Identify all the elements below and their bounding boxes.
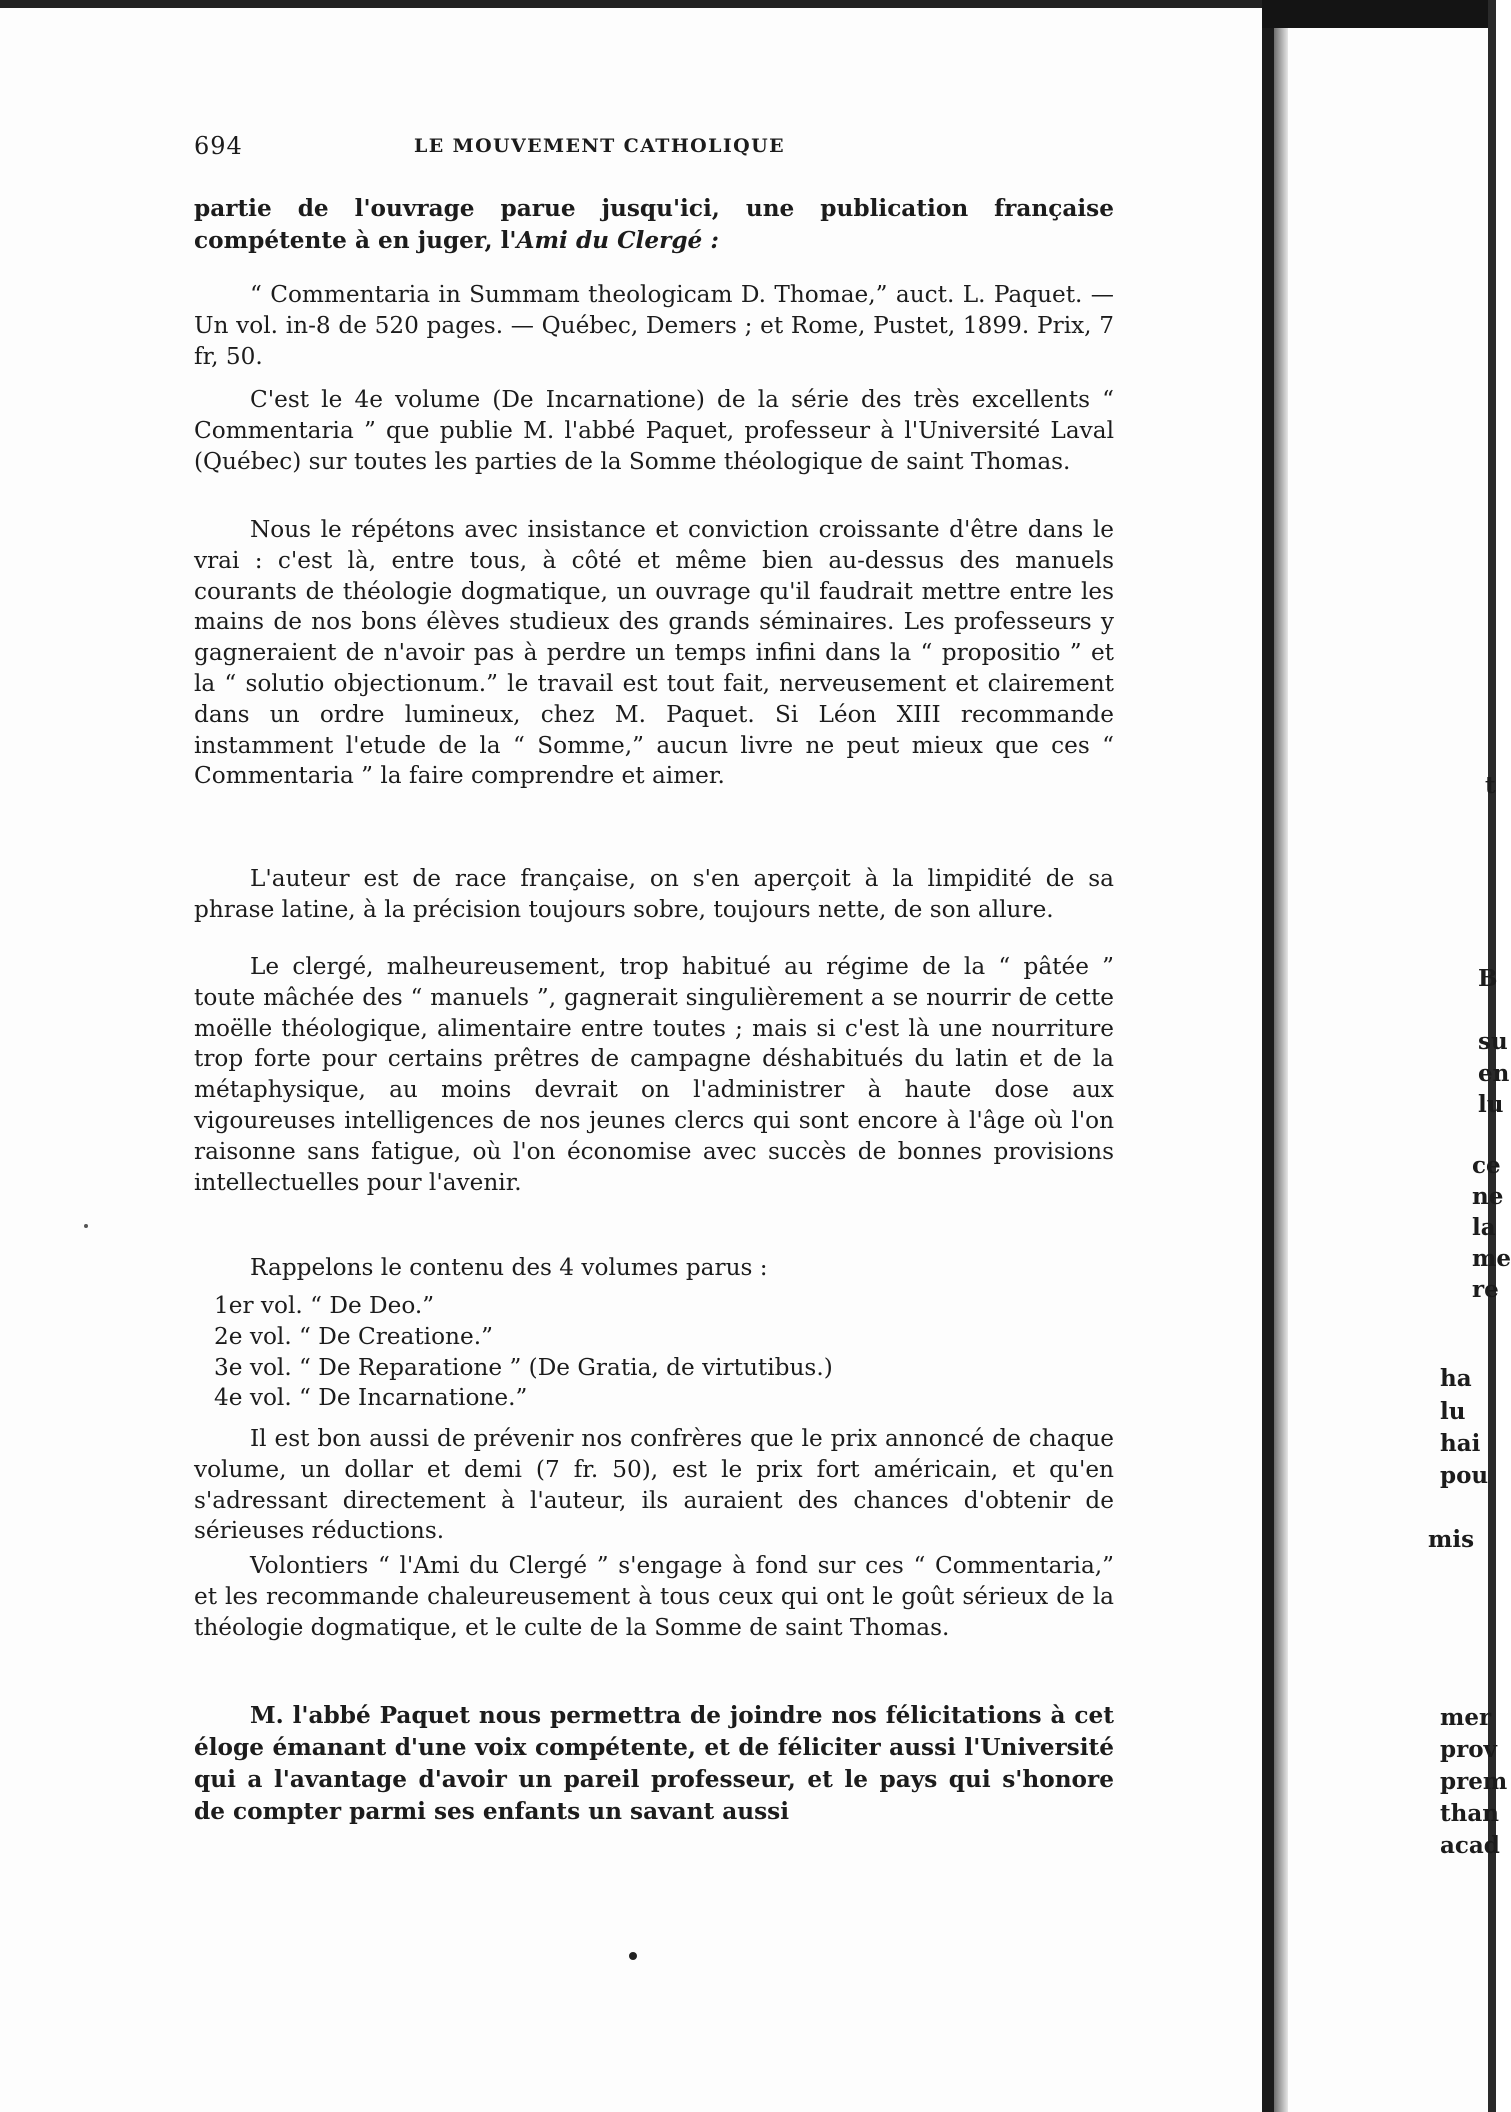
fragment-text: lu xyxy=(1478,1091,1504,1118)
paragraph-congratulations: M. l'abbé Paquet nous permettra de joindre nos félicitations à cet éloge émanant d'une voix compétente, et de féliciter aussi l'Université qui a l'avantage d'avoir un pareil professeur, et le pays qui s'honore de compter parmi ses enfants un savant aussi xyxy=(194,1702,1114,1825)
fragment-text: prov xyxy=(1440,1736,1497,1763)
paragraph-author: L'auteur est de race française, on s'en aperçoit à la limpidité de sa phrase latine, à la précision toujours sobre, toujours nette, de son allure. xyxy=(194,865,1114,923)
paragraph-intro-text: partie de l'ouvrage parue jusqu'ici, une publication française compétente à en juger, l' xyxy=(194,195,1114,254)
fragment-text: ne xyxy=(1472,1183,1504,1210)
fragment-text: lu xyxy=(1440,1398,1466,1425)
ink-dot xyxy=(629,1952,637,1960)
paragraph-citation: “ Commentaria in Summam theologicam D. Thomae,” auct. L. Paquet. — Un vol. in-8 de 520 pages. — Québec, Demers ; et Rome, Pustet, 1899. Prix, 7 fr, 50. xyxy=(194,281,1114,370)
fragment-text: t xyxy=(1485,772,1496,799)
paragraph-insistence: Nous le répétons avec insistance et conviction croissante d'être dans le vrai : c'est là, entre tous, à côté et même bien au-dessus des manuels courants de théologie dogmatique, un ouvrage qu'il faudrait mettre entre les mains de nos bons élèves studieux des grands séminaires. Les professeurs y gagneraient de n'avoir pas à perdre un temps infini dans la “ propositio ” et la “ solutio objectionum.” le travail est tout fait, nerveusement et clairement dans un ordre lumineux, chez M. Paquet. Si Léon XIII recommande instamment l'etude de la “ Somme,” aucun livre ne peut mieux que ces “ Commentaria ” la faire comprendre et aimer. xyxy=(194,516,1114,790)
fragment-text: than xyxy=(1440,1800,1499,1827)
list-item: 1er vol. “ De Deo.” xyxy=(214,1292,435,1319)
running-head-title: LE MOUVEMENT CATHOLIQUE xyxy=(414,135,785,157)
page-number: 694 xyxy=(194,132,243,160)
fragment-text: la xyxy=(1472,1214,1496,1241)
ink-speck xyxy=(84,1224,88,1228)
list-item: 4e vol. “ De Incarnatione.” xyxy=(214,1384,528,1412)
list-item: 2e vol. “ De Creatione.” xyxy=(214,1322,493,1350)
fragment-text: en xyxy=(1478,1060,1510,1087)
paragraph-volume-4: C'est le 4e volume (De Incarnatione) de la série des très excellents “ Commentaria ” que publie M. l'abbé Paquet, professeur à l'Université Laval (Québec) sur toutes les parties de la Somme théologique de saint Thomas. xyxy=(194,386,1114,475)
fragment-text: ha xyxy=(1440,1365,1472,1392)
paragraph-recommendation: Volontiers “ l'Ami du Clergé ” s'engage à fond sur ces “ Commentaria,” et les recommande chaleureusement à tous ceux qui ont le goût sérieux de la théologie dogmatique, et le culte de la Somme de saint Thomas. xyxy=(194,1552,1114,1641)
fragment-text: mer xyxy=(1440,1704,1492,1731)
fragment-text: acad xyxy=(1440,1832,1500,1859)
fragment-text: ce xyxy=(1472,1152,1501,1179)
fragment-text: hai xyxy=(1440,1430,1481,1457)
fragment-text: mis xyxy=(1428,1526,1475,1553)
paragraph-price: Il est bon aussi de prévenir nos confrères que le prix annoncé de chaque volume, un dollar et demi (7 fr. 50), est le prix fort américain, et qu'en s'adressant directement à l'auteur, ils auraient des chances d'obtenir de sérieuses réductions. xyxy=(194,1425,1114,1545)
fragment-text: re xyxy=(1472,1276,1499,1303)
fragment-text: pou xyxy=(1440,1462,1489,1489)
paragraph-clergy: Le clergé, malheureusement, trop habitué au régime de la “ pâtée ” toute mâchée des “ manuels ”, gagnerait singulièrement a se nourrir de cette moëlle théologique, alimentaire entre toutes ; mais si c'est là une nourriture trop forte pour certains prêtres de campagne déshabitués du latin et de la métaphysique, au moins devrait on l'administrer à haute dose aux vigoureuses intelligences de nos jeunes clercs qui sont encore à l'âge où l'on raisonne sans fatigue, où l'on économise avec succès de bonnes provisions intellectuelles pour l'avenir. xyxy=(194,953,1114,1196)
paragraph-contents-intro: Rappelons le contenu des 4 volumes parus : xyxy=(250,1254,768,1281)
fragment-text: B xyxy=(1478,965,1498,992)
fragment-text: me xyxy=(1472,1245,1511,1272)
fragment-text: su xyxy=(1478,1028,1508,1055)
paragraph-intro-italic: Ami du Clergé : xyxy=(516,227,719,254)
list-item: 3e vol. “ De Reparatione ” (De Gratia, de virtutibus.) xyxy=(214,1353,833,1381)
fragment-text: prem xyxy=(1440,1768,1508,1795)
